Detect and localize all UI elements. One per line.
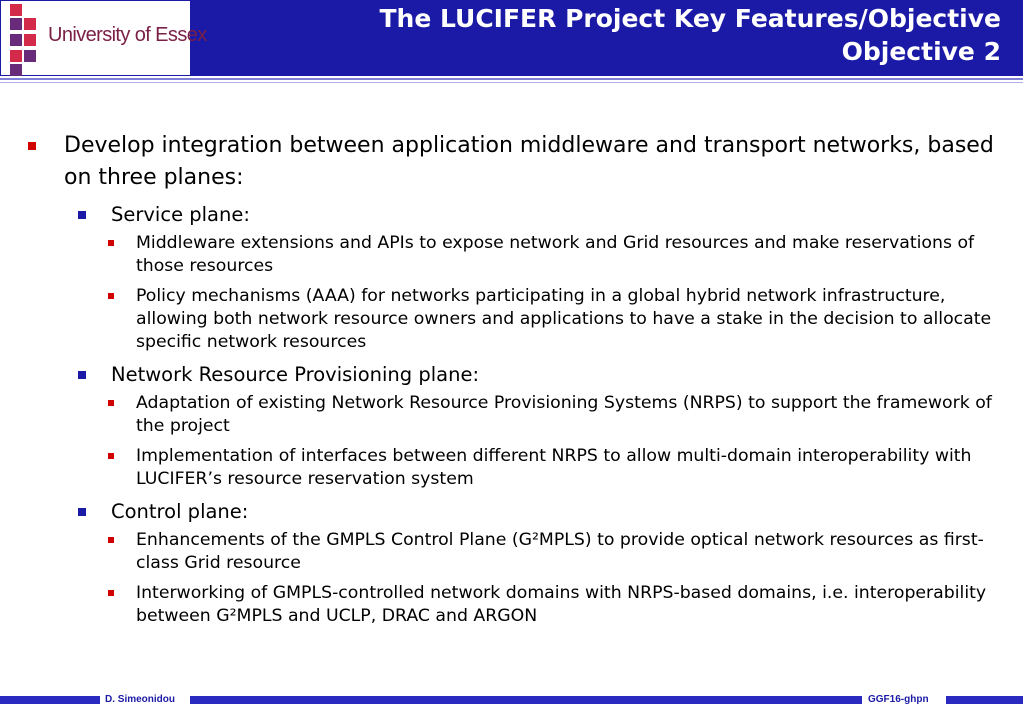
bullet-text: Develop integration between application middleware and transport networks, based on three planes: bbox=[64, 133, 994, 190]
square-bullet-icon bbox=[28, 142, 36, 150]
square-bullet-icon bbox=[108, 537, 114, 543]
square-bullet-icon bbox=[108, 590, 114, 596]
sub-bullet bbox=[0, 392, 1023, 438]
bullet-text: Enhancements of the GMPLS Control Plane (G²MPLS) to provide optical network resources as first-class Grid resource bbox=[136, 530, 984, 573]
footer-bar bbox=[0, 692, 1023, 708]
square-bullet-icon bbox=[78, 371, 86, 379]
footer-stripe bbox=[190, 696, 862, 704]
footer-event: GGF16-ghpn bbox=[868, 694, 929, 705]
square-bullet-icon bbox=[78, 508, 86, 516]
sub-bullet bbox=[0, 582, 1023, 628]
bullet-text: Network Resource Provisioning plane: bbox=[111, 363, 480, 386]
bullet-text: Policy mechanisms (AAA) for networks participating in a global hybrid network infrastructure, allowing both network resource owners and applications to have a stake in the decision to allocate specific network resources bbox=[136, 286, 992, 352]
square-bullet-icon bbox=[78, 211, 86, 219]
bullet-nrp-plane bbox=[0, 362, 1023, 388]
bullet-text: Interworking of GMPLS-controlled network domains with NRPS-based domains, i.e. interoperability between G²MPLS and UCLP, DRAC and ARGON bbox=[136, 583, 987, 626]
logo-text: University of Essex bbox=[48, 24, 207, 46]
bullet-text: Adaptation of existing Network Resource Provisioning Systems (NRPS) to support the framework of the project bbox=[136, 393, 992, 436]
footer-stripe bbox=[0, 696, 100, 704]
bullet-service-plane bbox=[0, 202, 1023, 228]
title-line-1: The LUCIFER Project Key Features/Objective bbox=[379, 4, 1001, 33]
bullet-text: Implementation of interfaces between different NRPS to allow multi-domain interoperability with LUCIFER’s resource reservation system bbox=[136, 446, 972, 489]
title-bar bbox=[0, 0, 1023, 76]
sub-bullet bbox=[0, 445, 1023, 491]
square-bullet-icon bbox=[108, 453, 114, 459]
slide-title bbox=[201, 2, 1001, 68]
bullet-text: Service plane: bbox=[111, 203, 250, 226]
university-logo bbox=[1, 1, 207, 75]
sub-bullet bbox=[0, 285, 1023, 354]
square-bullet-icon bbox=[108, 240, 114, 246]
square-bullet-icon bbox=[108, 400, 114, 406]
square-bullet-icon bbox=[108, 293, 114, 299]
bullet-control-plane bbox=[0, 499, 1023, 525]
title-divider bbox=[0, 78, 1023, 80]
essex-logo-mark-icon bbox=[10, 4, 40, 76]
title-line-2: Objective 2 bbox=[841, 37, 1001, 66]
title-divider-thin bbox=[0, 82, 1023, 83]
sub-bullet bbox=[0, 232, 1023, 278]
sub-bullet bbox=[0, 529, 1023, 575]
footer-stripe bbox=[946, 696, 1023, 704]
slide-body bbox=[0, 130, 1023, 628]
footer-author: D. Simeonidou bbox=[105, 694, 175, 705]
bullet-intro bbox=[0, 130, 1023, 194]
bullet-text: Middleware extensions and APIs to expose network and Grid resources and make reservations of those resources bbox=[136, 233, 975, 276]
bullet-text: Control plane: bbox=[111, 500, 249, 523]
